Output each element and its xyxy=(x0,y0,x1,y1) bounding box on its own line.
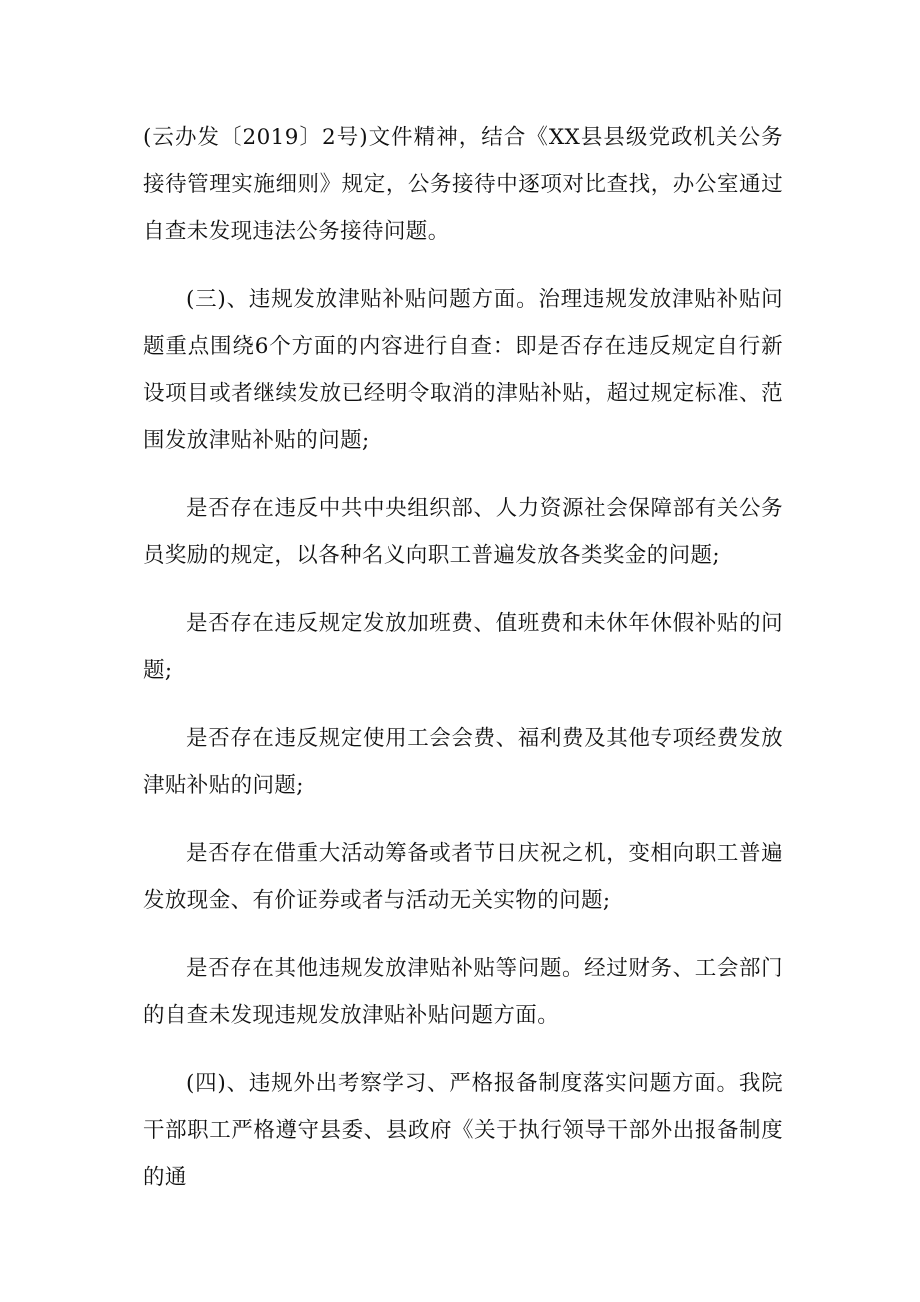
paragraph-continuation: (云办发〔2019〕2号)文件精神，结合《XX县县级党政机关公务接待管理实施细则》规定，公务接待中逐项对比查找，办公室通过自查未发现违法公务接待问题。 xyxy=(143,125,783,244)
paragraph-section-four: (四)、违规外出考察学习、严格报备制度落实问题方面。我院干部职工严格遵守县委、县政府《关于执行领导干部外出报备制度的通 xyxy=(143,1071,783,1190)
paragraph-union-fee-check: 是否存在违反规定使用工会会费、福利费及其他专项经费发放津贴补贴的问题; xyxy=(143,726,783,798)
paragraph-other-check: 是否存在其他违规发放津贴补贴等问题。经过财务、工会部门的自查未发现违规发放津贴补贴问题方面。 xyxy=(143,956,783,1028)
paragraph-overtime-check: 是否存在违反规定发放加班费、值班费和未休年休假补贴的问题; xyxy=(143,611,783,683)
paragraph-holiday-check: 是否存在借重大活动筹备或者节日庆祝之机，变相向职工普遍发放现金、有价证券或者与活动无关实物的问题; xyxy=(143,841,783,913)
paragraph-section-three: (三)、违规发放津贴补贴问题方面。治理违规发放津贴补贴问题重点围绕6个方面的内容进行自查：即是否存在违反规定自行新设项目或者继续发放已经明令取消的津贴补贴，超过规定标准、范围发放津贴补贴的问题; xyxy=(143,287,783,453)
paragraph-bonus-check: 是否存在违反中共中央组织部、人力资源社会保障部有关公务员奖励的规定，以各种名义向职工普遍发放各类奖金的问题; xyxy=(143,496,783,568)
document-body xyxy=(143,114,783,1222)
